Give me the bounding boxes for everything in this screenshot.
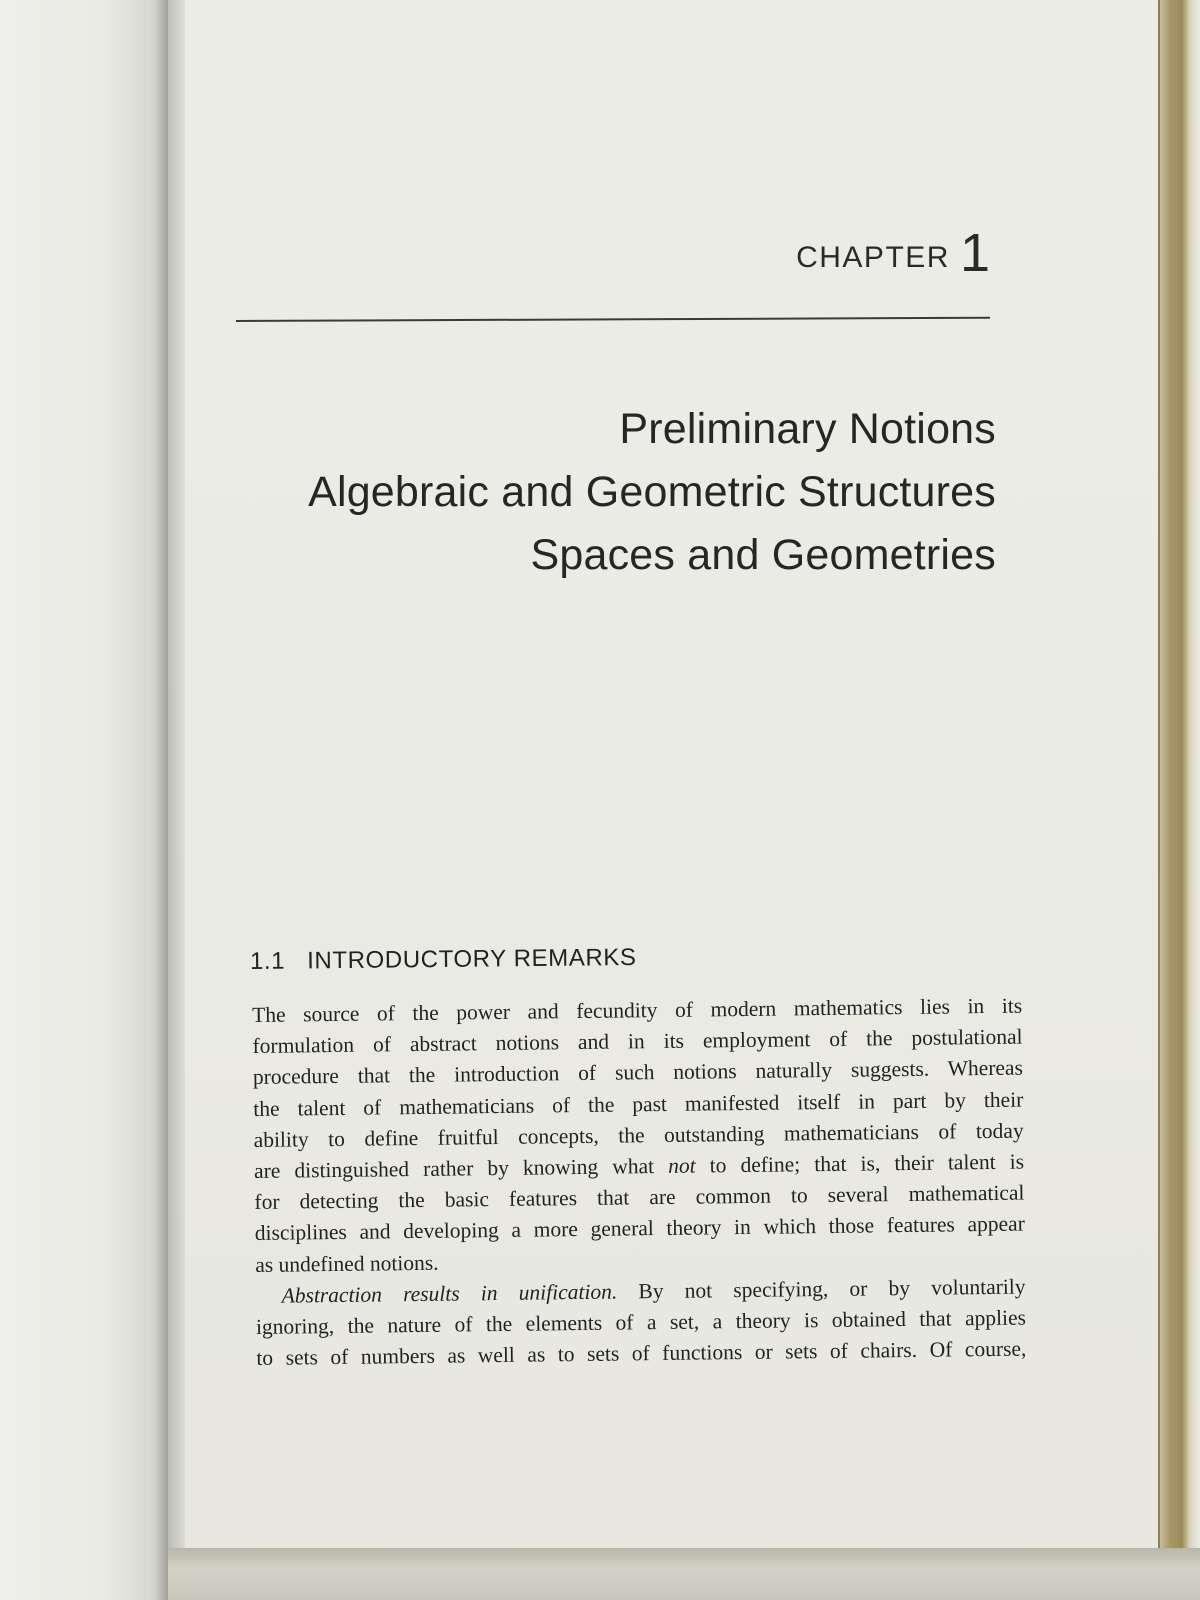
paragraph-line: procedure that the introduction of such notions naturally suggests. Whereas xyxy=(252,1055,1024,1090)
emphasis-text: Abstraction results in unification. xyxy=(281,1279,618,1308)
chapter-number: 1 xyxy=(959,223,990,283)
paragraph-line: ability to define fruitful concepts, the outstanding mathematicians of today xyxy=(253,1118,1024,1152)
paragraph-line: disciplines and developing a more general theory in which those features appear xyxy=(254,1211,1025,1246)
title-line-2: Algebraic and Geometric Structures xyxy=(308,468,996,516)
table-surface xyxy=(168,1548,1200,1600)
paragraph-line: the talent of mathematicians of the past manifested itself in part by their xyxy=(253,1087,1024,1121)
line-text: to define; that is, their talent is xyxy=(695,1149,1025,1178)
body-text xyxy=(252,991,1027,1375)
section-heading xyxy=(250,944,637,976)
section-title: INTRODUCTORY REMARKS xyxy=(307,943,637,975)
page-gutter xyxy=(155,0,185,1600)
paragraph-line: The source of the power and fecundity of modern mathematics lies in its xyxy=(252,993,1023,1027)
section-number: 1.1 xyxy=(249,947,286,975)
emphasis-text: not xyxy=(667,1153,696,1178)
facing-page xyxy=(0,0,170,1600)
paragraph-line: ignoring, the nature of the elements of a set, a theory is obtained that applies xyxy=(255,1305,1027,1340)
paragraph-line: to sets of numbers as well as to sets of functions or sets of chairs. Of course, xyxy=(256,1336,1027,1371)
chapter-word: CHAPTER xyxy=(796,241,950,274)
line-text: By not specifying, or by voluntarily xyxy=(617,1274,1026,1304)
paragraph-line: as undefined notions. xyxy=(255,1250,439,1277)
chapter-title xyxy=(230,398,996,587)
title-line-3: Spaces and Geometries xyxy=(530,531,996,579)
paragraph-line: for detecting the basic features that are common to several mathematical xyxy=(254,1180,1025,1215)
book-cover-edge xyxy=(1160,0,1200,1600)
title-line-1: Preliminary Notions xyxy=(619,405,996,453)
paragraph-line: formulation of abstract notions and in its employment of the postulational xyxy=(252,1024,1023,1059)
line-text: are distinguished rather by knowing what xyxy=(253,1153,669,1184)
chapter-label xyxy=(700,218,990,283)
